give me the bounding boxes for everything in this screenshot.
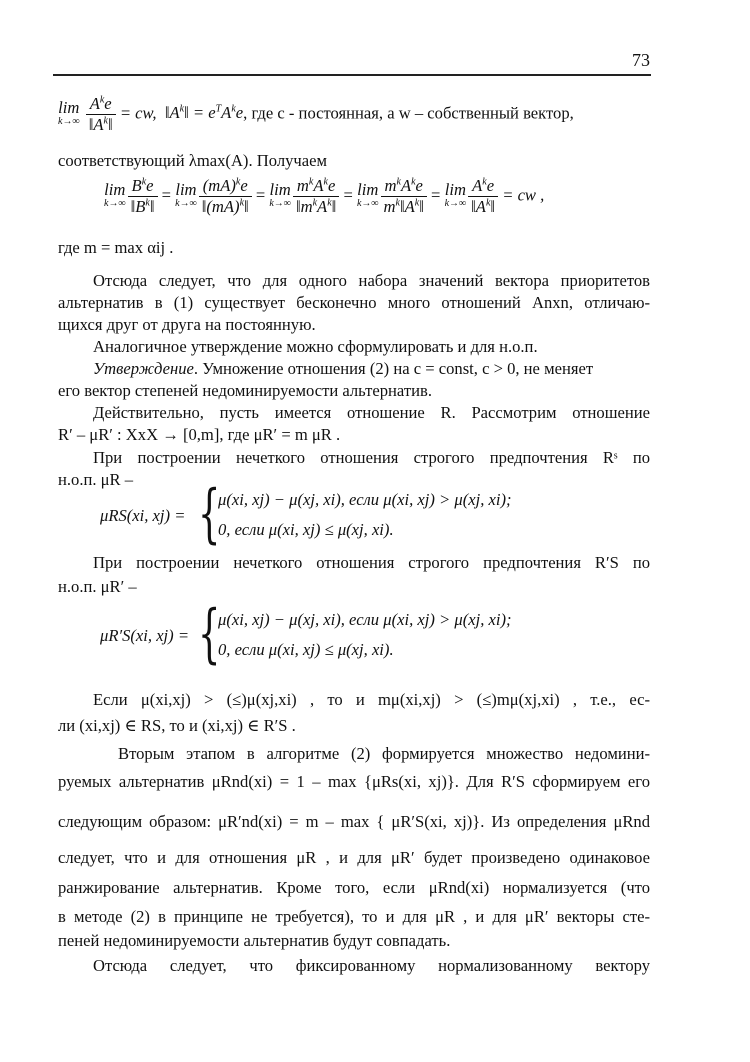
strict1-line1: При построении нечеткого отношения строгого предпочтения Rˢ по [93, 448, 650, 467]
formula-1-rhs: = cw, [119, 103, 157, 123]
body-line2: руемых альтернатив μRnd(xi) = 1 – max {μRs(xi, xj)}. Для R′S сформируем его [58, 772, 650, 791]
cases1-lhs: μRS(xi, xj) = [100, 506, 186, 525]
where-m: где m = max αij . [58, 238, 174, 257]
proof-line1: Действительно, пусть имеется отношение R. Рассмотрим отношение [93, 403, 650, 422]
if-line2: ли (xi,xj) ∈ RS, то и (xi,xj) ∈ R′S . [58, 716, 296, 735]
body-line6: в методе (2) в принципе не требуется), то и для μR , и для μR′ векторы сте- [58, 907, 650, 926]
limit-operator: lim k→∞ [58, 97, 80, 127]
body-line4: следует, что и для отношения μR , и для μR′ будет произведено одинаковое [58, 848, 650, 867]
statement-line1 [93, 359, 650, 379]
proof-line2: R′ – μR′ : XxX → [0,m], где μR′ = m μR . [58, 425, 341, 444]
cases2-row1: μ(xi, xj) − μ(xj, xi), если μ(xi, xj) > μ(xj, xi); [218, 610, 512, 629]
statement-label: Утверждение [93, 359, 194, 378]
cases2-lhs: μR′S(xi, xj) = [100, 626, 190, 645]
page-number: 73 [632, 50, 650, 70]
formula-1-line [58, 94, 650, 138]
cases1-row2: 0, если μ(xi, xj) ≤ μ(xj, xi). [218, 520, 394, 539]
header-rule [53, 74, 651, 76]
strict2-line1: При построении нечеткого отношения строгого предпочтения R′S по [93, 553, 650, 572]
para1-line1: Отсюда следует, что для одного набора значений вектора приоритетов [93, 271, 650, 290]
formula-1-text: , где c - постоянная, а w – собственный вектор, [243, 103, 574, 123]
statement-text: . Умножение отношения (2) на c = const, c > 0, не меняет [193, 359, 594, 378]
body-line8: Отсюда следует, что фиксированному нормализованному вектору [93, 956, 650, 975]
para2: Аналогичное утверждение можно сформулировать и для н.о.п. [93, 337, 538, 356]
corresponding-line: соответствующий λmax(A). Получаем [58, 151, 327, 170]
cases1-brace: { [198, 477, 221, 551]
cases2-row2: 0, если μ(xi, xj) ≤ μ(xj, xi). [218, 640, 394, 659]
statement-line2: его вектор степеней недоминируемости альтернатив. [58, 381, 432, 400]
norm-expression: $‖A^k‖ = e^TA^ke$ [160, 103, 244, 123]
cases2-brace: { [198, 597, 221, 671]
strict2-line2: н.о.п. μR′ – [58, 577, 137, 596]
if-line1: Если μ(xi,xj) > (≤)μ(xj,xi) , то и mμ(xi,xj) > (≤)mμ(xj,xi) , т.е., ес- [93, 690, 650, 709]
cases1-row1: μ(xi, xj) − μ(xj, xi), если μ(xi, xj) > μ(xj, xi); [218, 490, 512, 509]
para1-line2: альтернатив в (1) существует бесконечно много отношений Anxn, отличаю- [58, 293, 650, 312]
fraction-ake-norm: $\frac{A^ke}{‖A^k‖}$ [86, 94, 116, 135]
strict1-line2: н.о.п. μR – [58, 470, 134, 489]
formula-2: lim k→∞ $\frac{B^ke}{‖B^k‖}$ = lim k→∞ $\frac{(mA)^ke}{‖(mA)^k‖}$ = lim k→∞ $\frac{m^kA^ke}{‖m^kA^k‖}$ = lim k→∞ $\frac{m^kA^ke}{m^k‖A^k‖}$ = lim k→∞ $\frac{A^ke}{‖A^k‖}$ = cw , [104, 176, 545, 216]
body-line3: следующим образом: μR′nd(xi) = m – max { μR′S(xi, xj)}. Из определения μRnd [58, 812, 650, 831]
body-line7: пеней недоминируемости альтернатив будут совпадать. [58, 931, 451, 950]
body-line5: ранжирование альтернатив. Кроме того, если μRnd(xi) нормализуется (что [58, 878, 650, 897]
para1-line3: щихся друг от друга на постоянную. [58, 315, 316, 334]
body-line1: Вторым этапом в алгоритме (2) формируется множество недомини- [118, 744, 650, 763]
